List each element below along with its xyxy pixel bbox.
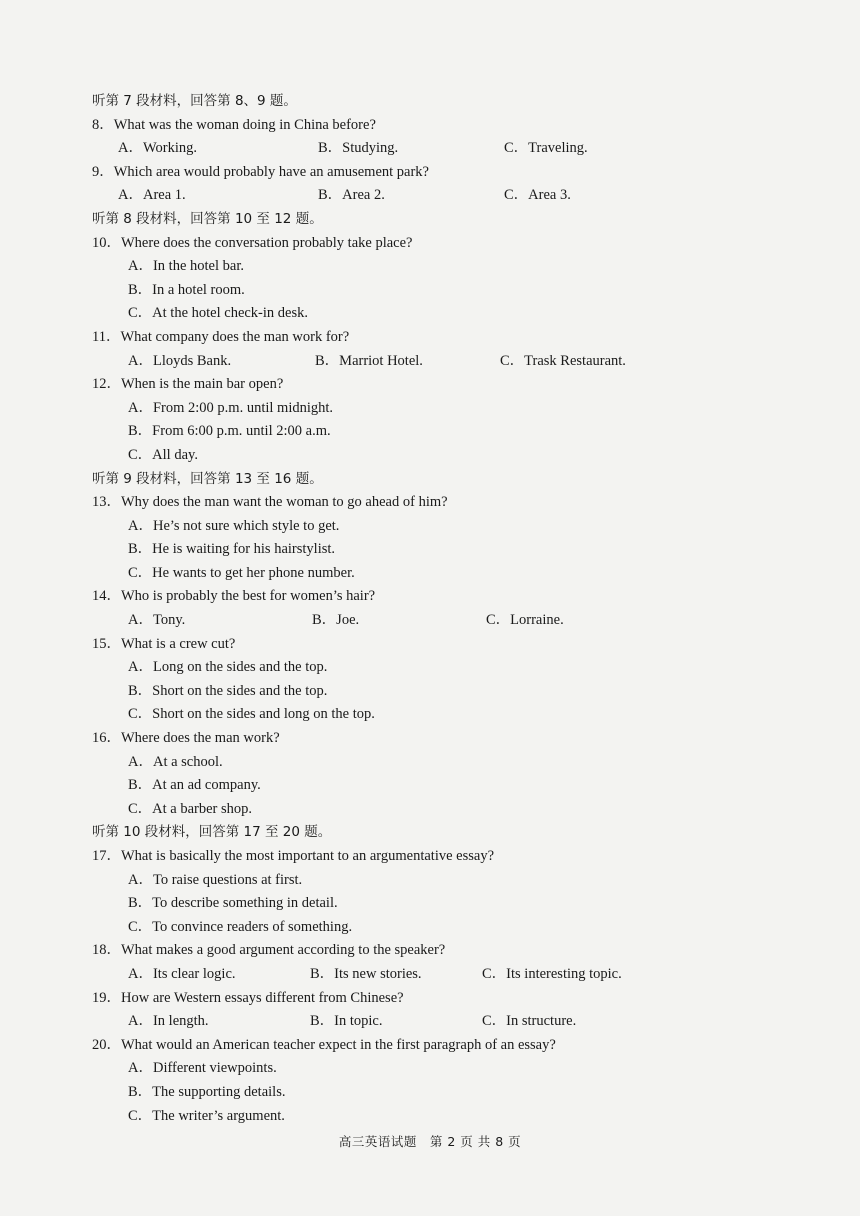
question-stem: 10．Where does the conversation probably take place? [92, 234, 413, 251]
answer-option: A．Its clear logic. [128, 965, 236, 982]
answer-option: A．He’s not sure which style to get. [128, 517, 340, 534]
answer-option-row [128, 1010, 792, 1034]
answer-option: A．At a school. [128, 753, 223, 770]
answer-option-row [118, 137, 792, 161]
answer-option-row [128, 963, 792, 987]
answer-option: A．Tony. [128, 612, 186, 629]
answer-option: A．To raise questions at first. [128, 871, 303, 888]
answer-option: C．To convince readers of something. [128, 918, 353, 935]
answer-option: C．At a barber shop. [128, 800, 253, 817]
answer-option: A．Long on the sides and the top. [128, 659, 328, 676]
answer-option: C．He wants to get her phone number. [128, 564, 355, 581]
answer-option: C．At the hotel check-in desk. [128, 305, 308, 322]
answer-option: B．Short on the sides and the top. [128, 682, 328, 699]
answer-option: B．In topic. [310, 1013, 383, 1030]
answer-option: B．From 6:00 p.m. until 2:00 a.m. [128, 423, 331, 440]
answer-option: B．Studying. [318, 140, 399, 157]
question-stem: 14．Who is probably the best for women’s hair? [92, 588, 376, 605]
answer-option: A．Different viewpoints. [128, 1060, 277, 1077]
answer-option: C．The writer’s argument. [128, 1107, 285, 1124]
answer-option-row [128, 350, 792, 374]
section-heading: 听第 8 段材料，回答第 10 至 12 题。 [92, 210, 323, 227]
page-footer: 高三英语试题 第 2 页 共 8 页 [338, 1134, 522, 1149]
question-stem: 17．What is basically the most important to an argumentative essay? [92, 848, 495, 864]
answer-option: A．Area 1. [118, 187, 186, 204]
answer-option: C．Its interesting topic. [482, 965, 622, 982]
question-stem: 20．What would an American teacher expect in the first paragraph of an essay? [92, 1036, 556, 1053]
answer-option: B．Joe. [312, 612, 360, 629]
question-stem: 9．Which area would probably have an amusement park? [92, 163, 429, 180]
answer-option: B．To describe something in detail. [128, 895, 338, 912]
answer-option: A．In length. [128, 1013, 209, 1030]
answer-option: C．Short on the sides and long on the top. [128, 706, 375, 723]
answer-option: B．Area 2. [318, 187, 385, 204]
answer-option: A．In the hotel bar. [128, 258, 244, 275]
section-heading: 听第 7 段材料，回答第 8、9 题。 [92, 93, 297, 109]
answer-option: B．He is waiting for his hairstylist. [128, 541, 336, 558]
answer-option: A．Lloyds Bank. [128, 352, 232, 369]
answer-option: A．From 2:00 p.m. until midnight. [128, 399, 334, 416]
section-heading: 听第 9 段材料，回答第 13 至 16 题。 [92, 470, 323, 487]
question-stem: 19．How are Western essays different from Chinese? [92, 989, 404, 1006]
answer-option: B．In a hotel room. [128, 281, 245, 298]
section-heading: 听第 10 段材料，回答第 17 至 20 题。 [92, 824, 332, 841]
answer-option: C．Traveling. [504, 140, 588, 157]
question-stem: 11．What company does the man work for? [92, 328, 350, 345]
answer-option: B．The supporting details. [128, 1083, 286, 1100]
answer-option-row [128, 609, 792, 633]
answer-option: B．Marriot Hotel. [315, 352, 423, 369]
question-stem: 15．What is a crew cut? [92, 635, 236, 652]
exam-content [92, 90, 792, 1128]
question-stem: 12．When is the main bar open? [92, 376, 284, 393]
question-stem: 18．What makes a good argument according to the speaker? [92, 942, 446, 959]
answer-option: B．At an ad company. [128, 777, 261, 794]
answer-option: C．In structure. [482, 1013, 577, 1030]
question-stem: 16．Where does the man work? [92, 730, 280, 747]
question-stem: 13．Why does the man want the woman to go ahead of him? [92, 494, 448, 511]
answer-option: B．Its new stories. [310, 965, 422, 982]
answer-option: C．Trask Restaurant. [500, 352, 626, 369]
answer-option: C．Area 3. [504, 187, 571, 204]
answer-option: C．Lorraine. [486, 612, 564, 629]
answer-option: A．Working. [118, 140, 197, 157]
question-stem: 8．What was the woman doing in China before? [92, 116, 376, 133]
answer-option: C．All day. [128, 446, 198, 463]
answer-option-row [118, 184, 792, 208]
